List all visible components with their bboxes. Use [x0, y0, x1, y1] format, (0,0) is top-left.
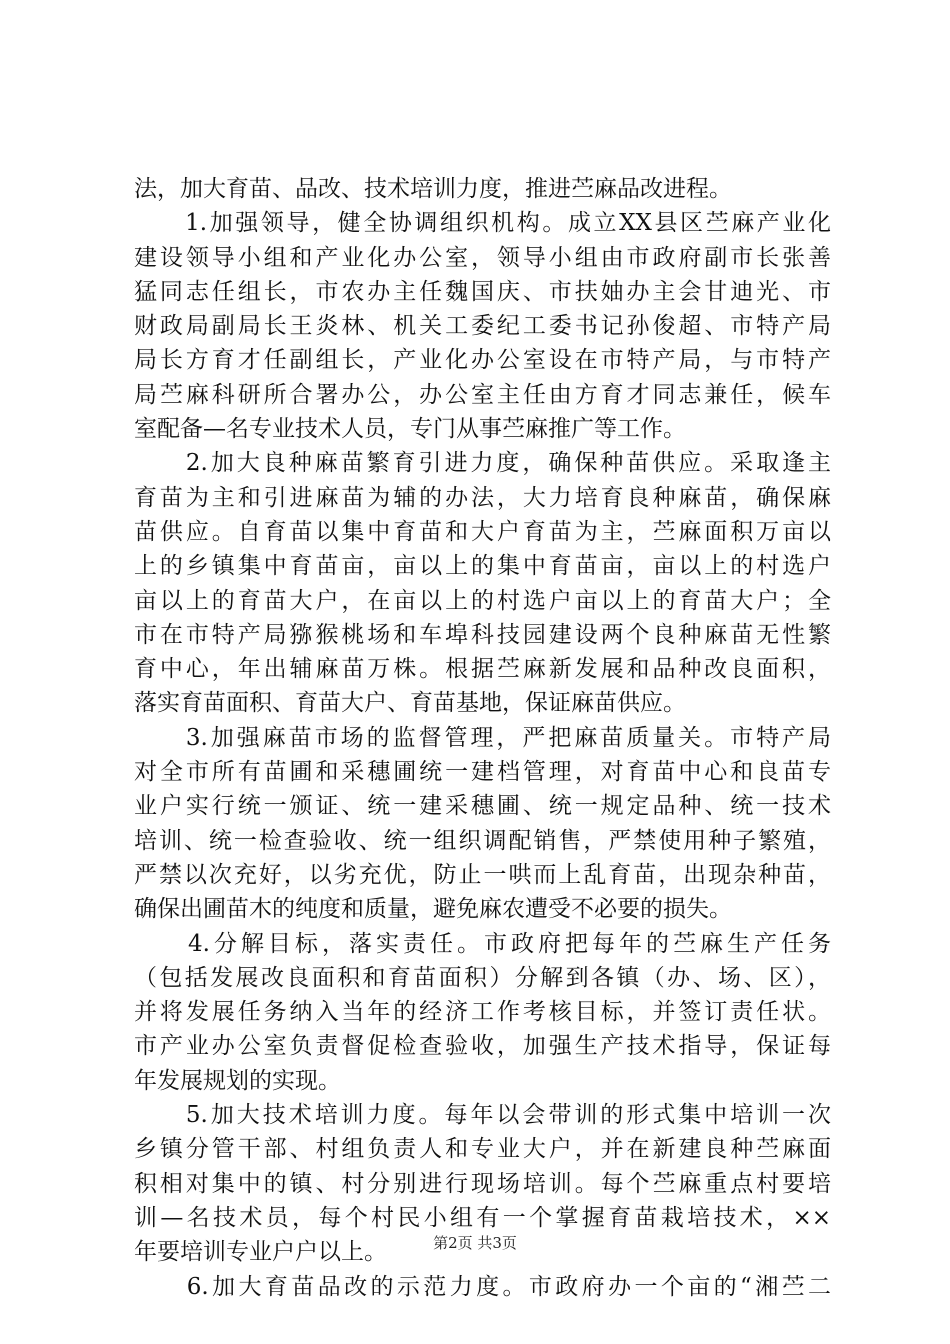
text-line: 市在市特产局猕猴桃场和车埠科技园建设两个良种麻苗无性繁: [134, 621, 831, 648]
text-line: 培训、统一检查验收、统一组织调配销售，严禁使用种子繁殖，: [134, 827, 831, 854]
text-line: 4.分解目标，落实责任。市政府把每年的苎麻生产任务: [134, 930, 831, 957]
text-line: 市产业办公室负责督促检查验收，加强生产技术指导，保证每: [134, 1033, 831, 1060]
text-line: 上的乡镇集中育苗亩，亩以上的集中育苗亩，亩以上的村选户: [134, 553, 831, 580]
text-line: 5.加大技术培训力度。每年以会带训的形式集中培训一次: [134, 1102, 831, 1129]
text-line: 年要培训专业户户以上。: [134, 1239, 387, 1266]
text-line: 育中心，年出辅麻苗万株。根据苎麻新发展和品种改良面积，: [134, 656, 831, 683]
paragraph: [134, 446, 831, 720]
paragraph: [134, 206, 831, 446]
paragraph: [134, 172, 831, 206]
page-number-label: 第2页 共3页: [433, 1234, 517, 1252]
text-line: 局苎麻科研所合署办公，办公室主任由方育才同志兼任，候车: [134, 381, 831, 408]
text-line: 苗供应。自育苗以集中育苗和大户育苗为主，苎麻面积万亩以: [134, 518, 831, 545]
text-line: 落实育苗面积、育苗大户、育苗基地，保证麻苗供应。: [134, 690, 686, 717]
text-line: 业户实行统一颁证、统一建采穗圃、统一规定品种、统一技术: [134, 793, 831, 820]
paragraph: [134, 721, 831, 927]
text-line: 严禁以次充好，以劣充优，防止一哄而上乱育苗，出现杂种苗，: [134, 861, 831, 888]
text-line: 确保出圃苗木的纯度和质量，避免麻农遭受不必要的损失。: [134, 896, 732, 923]
text-line: 亩以上的育苗大户，在亩以上的村选户亩以上的育苗大户；全: [134, 587, 831, 614]
text-line: 3.加强麻苗市场的监督管理，严把麻苗质量关。市特产局: [134, 724, 831, 751]
text-line: 并将发展任务纳入当年的经济工作考核目标，并签订责任状。: [134, 999, 831, 1026]
text-line: 室配备—名专业技术人员，专门从事苎麻推广等工作。: [134, 416, 686, 443]
text-line: 局长方育才任副组长，产业化办公室设在市特产局，与市特产: [134, 347, 831, 374]
text-line: 训—名技术员，每个村民小组有一个掌握育苗栽培技术，××: [134, 1204, 831, 1231]
paragraph: [134, 927, 831, 1098]
text-line: 6.加大育苗品改的示范力度。市政府办一个亩的“湘苎二: [134, 1273, 831, 1300]
page-footer: [0, 1232, 950, 1253]
text-line: 猛同志任组长，市农办主任魏国庆、市扶妯办主会甘迪光、市: [134, 278, 831, 305]
text-line: 年发展规划的实现。: [134, 1067, 341, 1094]
text-line: 法，加大育苗、品改、技术培训力度，推进苎麻品改进程。: [134, 176, 732, 202]
document-body: [134, 172, 831, 1304]
text-line: 乡镇分管干部、村组负责人和专业大户，并在新建良种苎麻面: [134, 1136, 831, 1163]
text-line: 1.加强领导，健全协调组织机构。成立XX县区苎麻产业化: [134, 210, 831, 237]
text-line: 建设领导小组和产业化办公室，领导小组由市政府副市长张善: [134, 244, 831, 271]
text-line: 对全市所有苗圃和采穗圃统一建档管理，对育苗中心和良苗专: [134, 759, 831, 786]
text-line: 积相对集中的镇、村分别进行现场培训。每个苎麻重点村要培: [134, 1170, 831, 1197]
text-line: 2.加大良种麻苗繁育引进力度，确保种苗供应。采取逢主: [134, 450, 831, 477]
text-line: （包括发展改良面积和育苗面积）分解到各镇（办、场、区），: [134, 964, 831, 991]
text-line: 育苗为主和引进麻苗为辅的办法，大力培育良种麻苗，确保麻: [134, 484, 831, 511]
paragraph: [134, 1270, 831, 1304]
text-line: 财政局副局长王炎林、机关工委纪工委书记孙俊超、市特产局: [134, 313, 831, 340]
